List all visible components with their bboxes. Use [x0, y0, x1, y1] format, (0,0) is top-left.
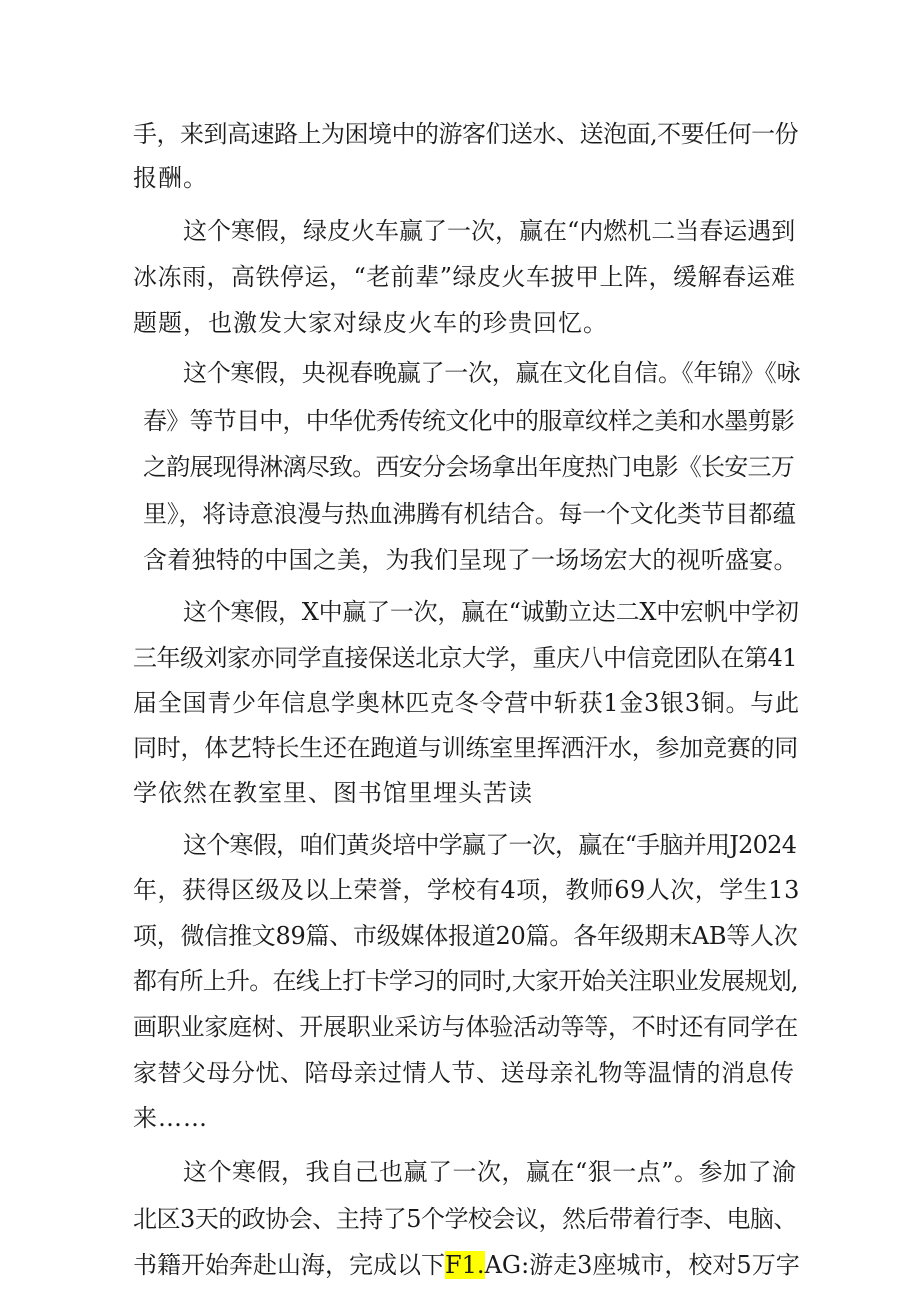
text-line: 画职业家庭树、开展职业采访与体验活动等等，不时还有同学在 [133, 1013, 798, 1041]
text-line: 这个寒假，咱们黄炎培中学赢了一次，赢在“手脑并用J2024 [183, 831, 797, 859]
text-segment: AG:游走3座城市，校对5万字 [484, 1251, 800, 1279]
text-line: 这个寒假，央视春晚赢了一次，赢在文化自信。《年锦》《咏 [183, 359, 801, 387]
text-line: 这个寒假，绿皮火车赢了一次，赢在“内燃机二当春运遇到 [183, 217, 796, 245]
text-line: 三年级刘家亦同学直接保送北京大学，重庆八中信竞团队在第41 [133, 644, 798, 672]
text-line: 北区3天的政协会、主持了5个学校会议，然后带着行李、电脑、 [133, 1205, 798, 1233]
text-line: 手，来到高速路上为困境中的游客们送水、送泡面,不要任何一份 [133, 120, 799, 148]
text-line: 之韵展现得淋漓尽致。西安分会场拿出年度热门电影《长安三万 [143, 453, 794, 481]
text-line: 年，获得区级及以上荣誉，学校有4项，教师69人次，学生13 [133, 876, 800, 904]
text-line: 里》，将诗意浪漫与热血沸腾有机结合。每一个文化类节目都蕴 [143, 500, 796, 528]
text-line: 项，微信推文89篇、市级媒体报道20篇。各年级期末AB等人次 [133, 922, 798, 950]
text-line: 届全国青少年信息学奥林匹克冬令营中斩获1金3银3铜。与此 [133, 689, 800, 717]
text-line: 学依然在教室里、图书馆里埋头苦读 [133, 779, 533, 807]
text-line: 家替父母分忧、陪母亲过情人节、送母亲礼物等温情的消息传 [133, 1059, 795, 1087]
text-line: 都有所上升。在线上打卡学习的同时,大家开始关注职业发展规划, [133, 967, 798, 995]
text-line: 同时，体艺特长生还在跑道与训练室里挥洒汗水，参加竞赛的同 [133, 734, 798, 762]
text-line: 这个寒假，我自己也赢了一次，赢在“狠一点”。参加了渝 [183, 1158, 797, 1186]
text-line: 来…… [133, 1104, 208, 1132]
text-line: 冰冻雨，高铁停运，“老前辈”绿皮火车披甲上阵，缓解春运难 [133, 263, 796, 291]
text-line: 这个寒假，X中赢了一次，赢在“诚勤立达二X中宏帆中学初 [183, 598, 799, 626]
text-line: 报酬。 [133, 164, 208, 192]
text-line: 春》等节目中，中华优秀传统文化中的服章纹样之美和水墨剪影 [143, 407, 794, 435]
text-line: 含着独特的中国之美，为我们呈现了一场场宏大的视听盛宴。 [143, 546, 798, 574]
text-line-last [133, 1250, 800, 1280]
text-line: 题题，也激发大家对绿皮火车的珍贵回忆。 [133, 309, 608, 337]
highlighted-text: F1. [445, 1251, 485, 1279]
text-segment: 书籍开始奔赴山海，完成以下 [133, 1251, 445, 1279]
